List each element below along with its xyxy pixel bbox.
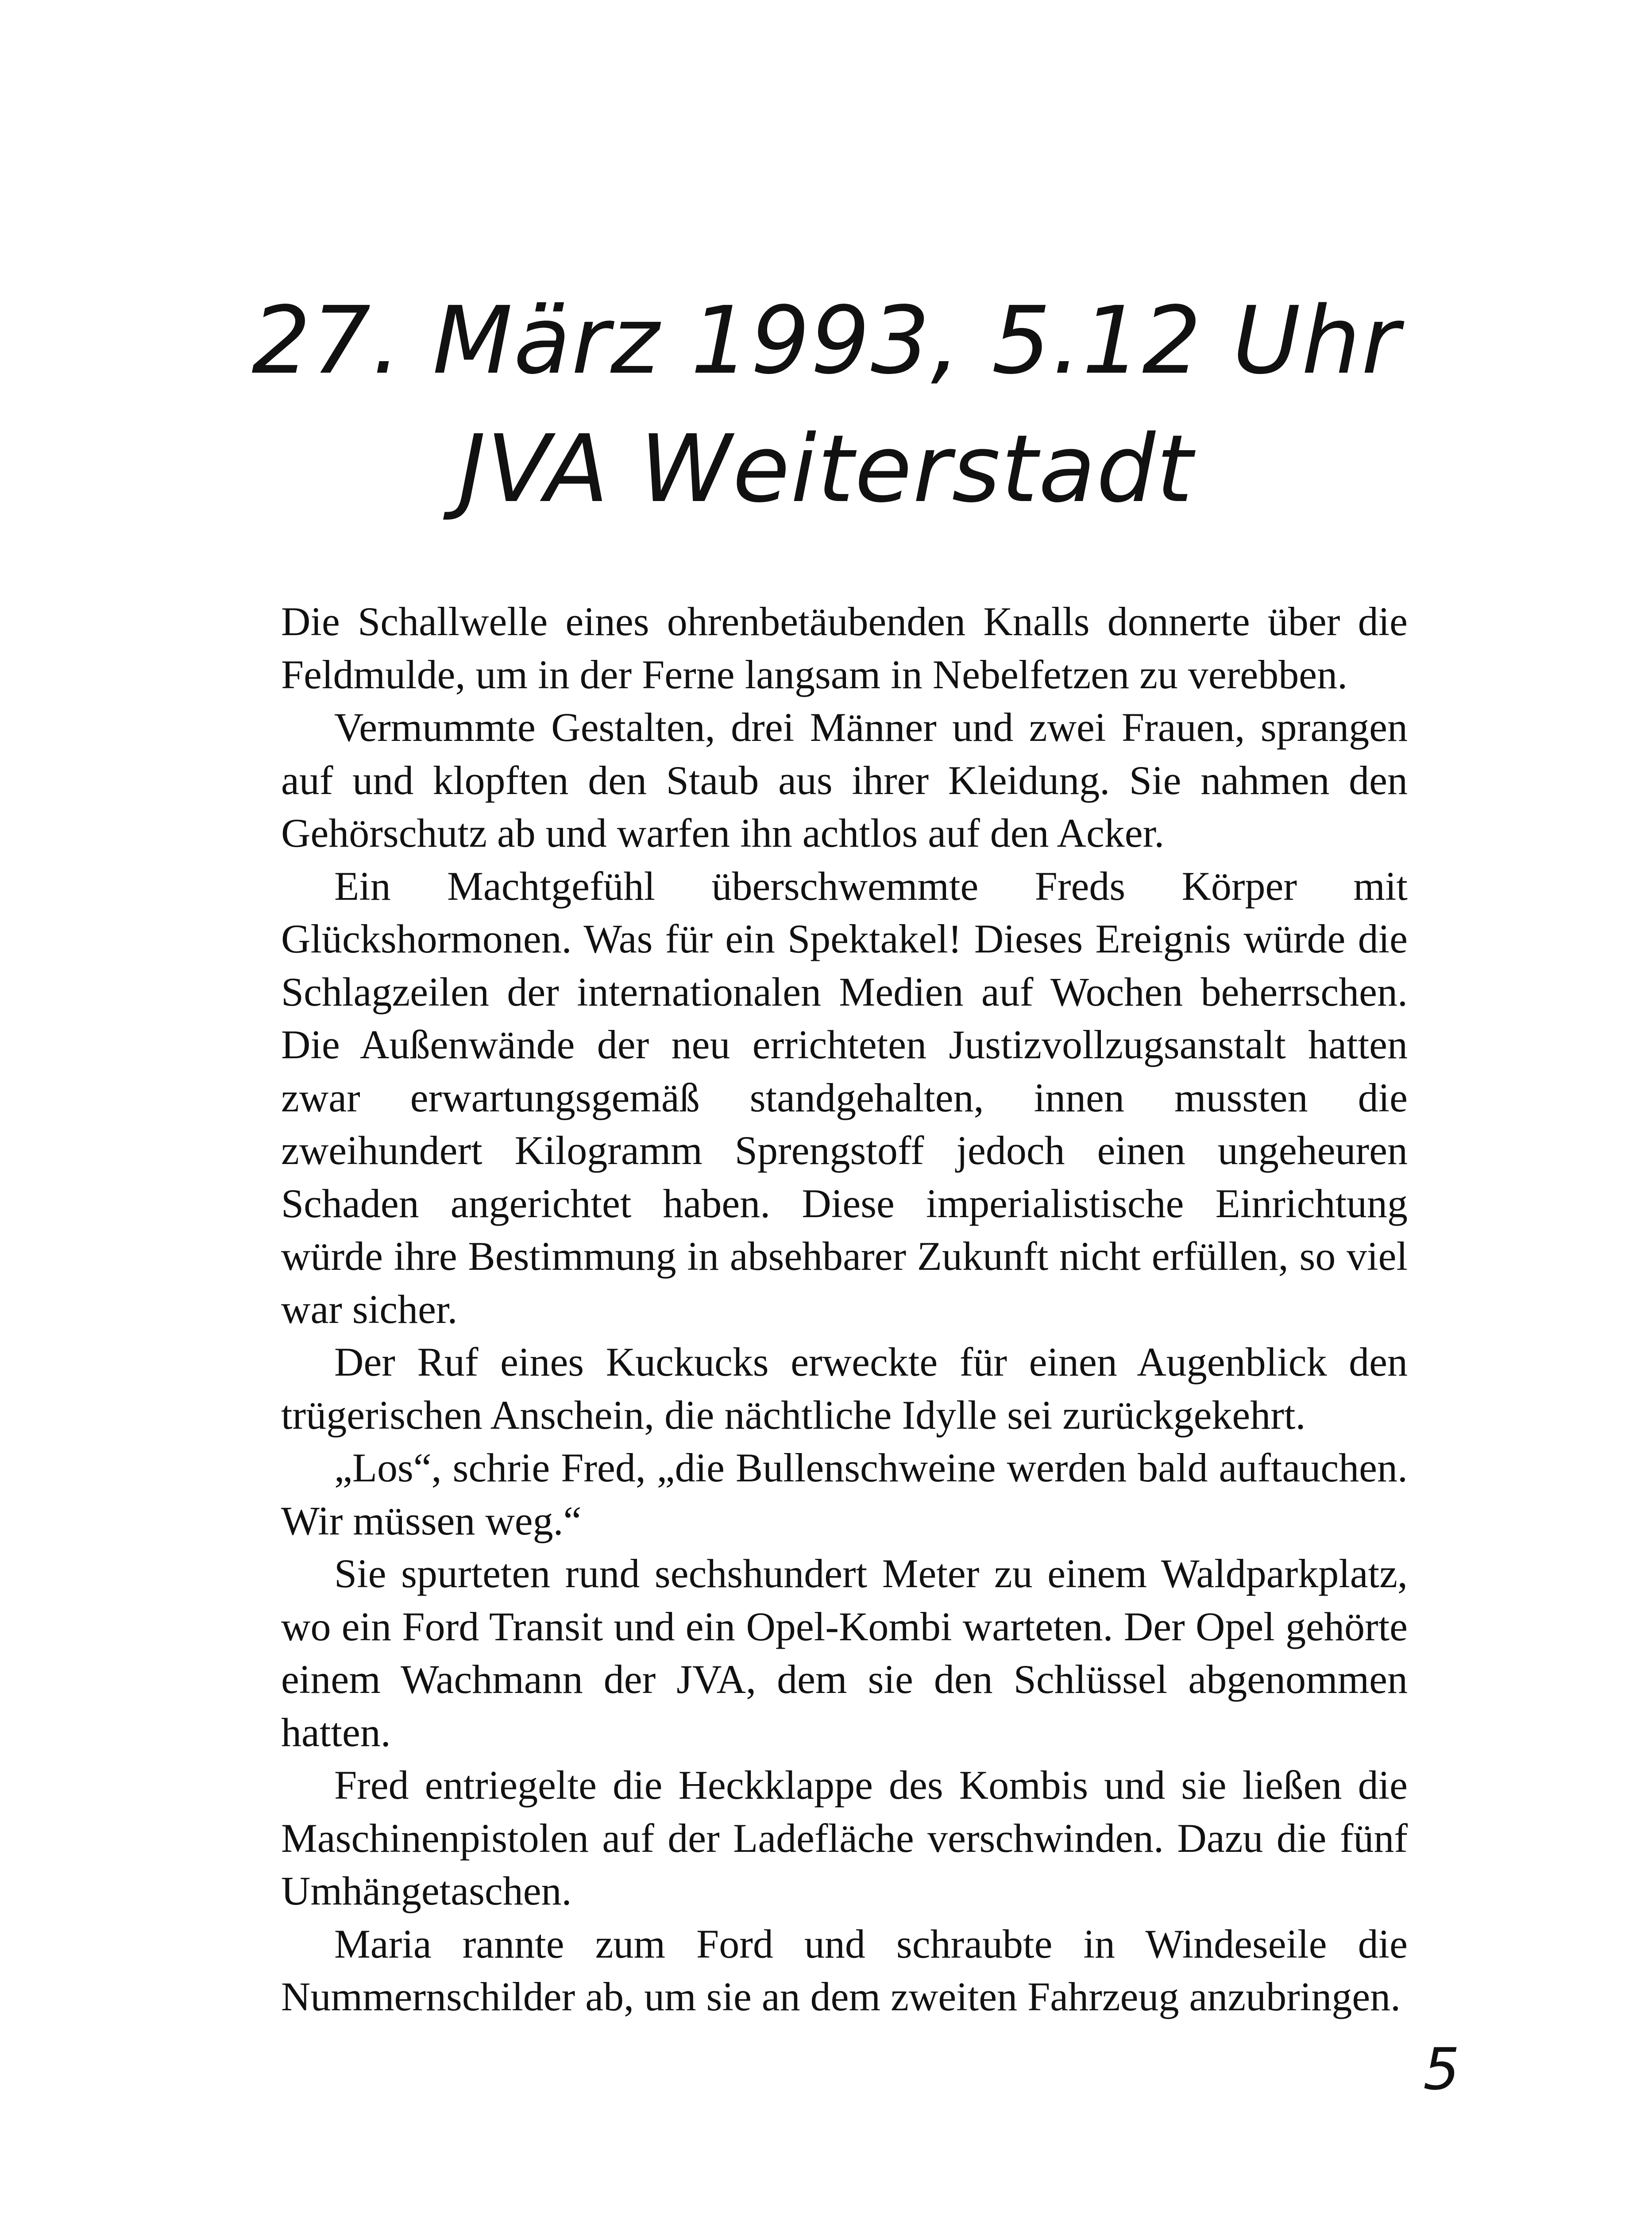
paragraph: Ein Machtgefühl überschwemmte Freds Körper mit Glückshormonen. Was für ein Spektakel! Dieses Ereignis würde die Schlagzeilen der internationalen Medien auf Wochen beherrschen. Die Außenwände der neu errichteten Justizvollzugsanstalt hatten zwar erwartungsgemäß standgehalten, innen mussten die zweihundert Kilogramm Sprengstoff jedoch einen ungeheuren Schaden angerichtet haben. Diese imperialistische Einrichtung würde ihre Bestimmung in absehbarer Zukunft nicht erfüllen, so viel war sicher.: [281, 863, 1408, 1332]
paragraph: Die Schallwelle eines ohrenbetäubenden Knalls donnerte über die Feldmulde, um in der Ferne langsam in Nebelfetzen zu verebben.: [281, 599, 1408, 697]
paragraph: Fred entriegelte die Heckklappe des Kombis und sie ließen die Maschinenpistolen auf der Ladefläche verschwinden. Dazu die fünf Umhängetaschen.: [281, 1762, 1408, 1913]
paragraph: Sie spurteten rund sechshundert Meter zu einem Waldparkplatz, wo ein Ford Transit und ein Opel-Kombi warteten. Der Opel gehörte einem Wachmann der JVA, dem sie den Schlüssel abgenommen hatten.: [281, 1551, 1408, 1755]
paragraph: Maria rannte zum Ford und schraubte in Windeseile die Nummernschilder ab, um sie an dem zweiten Fahrzeug anzubringen.: [281, 1921, 1408, 2019]
chapter-heading-location: JVA Weiterstadt: [458, 415, 1194, 523]
paragraph: Vermummte Gestalten, drei Männer und zwei Frauen, sprangen auf und klopften den Staub aus ihrer Kleidung. Sie nahmen den Gehörschutz ab und warfen ihn achtlos auf den Acker.: [281, 705, 1408, 856]
paragraph: „Los“, schrie Fred, „die Bullenschweine werden bald auftauchen. Wir müssen weg.“: [281, 1445, 1408, 1543]
page-number: 5: [1423, 2036, 1460, 2103]
chapter-body: [281, 595, 1408, 2024]
paragraph: Der Ruf eines Kuckucks erweckte für einen Augenblick den trügerischen Anschein, die nächtliche Idylle sei zurückgekehrt.: [281, 1339, 1408, 1438]
chapter-heading-date: 27. März 1993, 5.12 Uhr: [251, 286, 1401, 395]
